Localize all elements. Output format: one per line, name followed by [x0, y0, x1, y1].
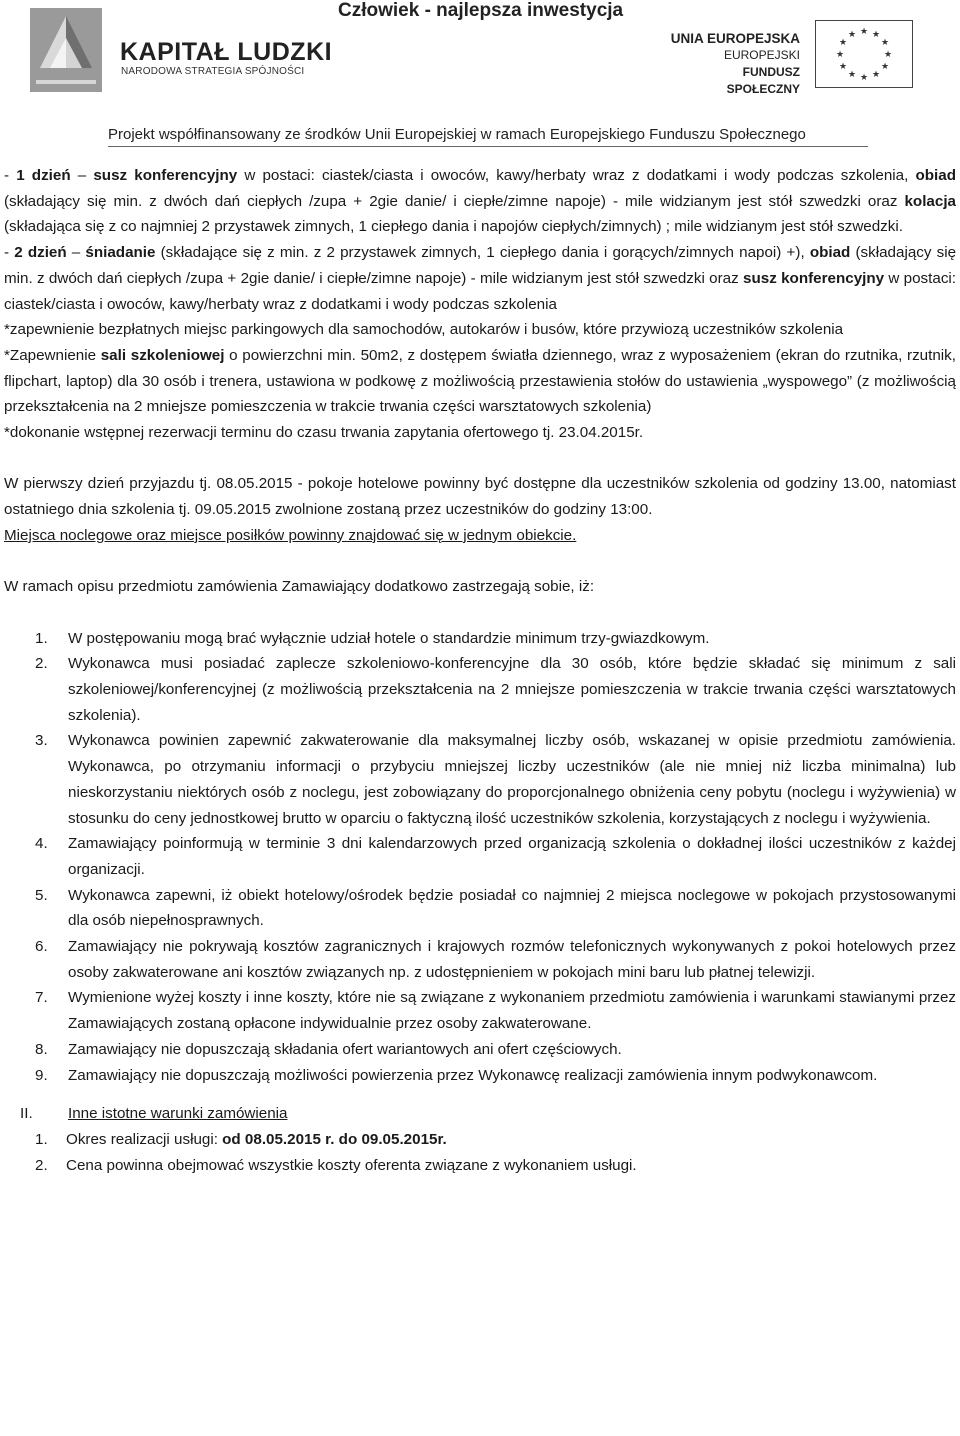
eu-label-line2: EUROPEJSKI — [723, 48, 800, 62]
kapital-ludzki-logo — [30, 8, 102, 92]
list-item: 2. Wykonawca musi posiadać zaplecze szkoleniowo-konferencyjne dla 30 osób, które będzie składać się minimum z sali szkoleniowej/konferencyjnej (z możliwością przekształcenia na 2 mniejsze pomieszczenia w trakcie trwania części warsztatowych szkolenia). — [35, 655, 956, 724]
spacer — [0, 549, 960, 575]
reservation-intro: W ramach opisu przedmiotu zamówienia Zamawiający dodatkowo zastrzegają sobie, iż: — [4, 578, 595, 596]
svg-text:★: ★ — [859, 73, 869, 83]
slogan: Człowiek - najlepsza inwestycja — [338, 0, 624, 21]
reservation-requirement: *dokonanie wstępnej rezerwacji terminu do czasu trwania zapytania ofertowego tj. 23.04.2015r. — [4, 424, 644, 442]
eu-flag-logo — [815, 20, 913, 88]
same-building-note: Miejsca noclegowe oraz miejsce posiłków powinny znajdować się w jednym obiekcie. — [4, 526, 577, 544]
svg-text:★: ★ — [880, 38, 890, 48]
list-item: 8. Zamawiający nie dopuszczają składania ofert wariantowych ani ofert częściowych. — [35, 1040, 622, 1058]
kapital-ludzki-subtitle: NARODOWA STRATEGIA SPÓJNOŚCI — [121, 66, 305, 77]
svg-text:★: ★ — [859, 27, 869, 37]
list-item: 6. Zamawiający nie pokrywają kosztów zagranicznych i krajowych rozmów telefonicznych wykonywanych z pokoi hotelowych przez osoby zakwaterowane ani kosztów związanych np. z udostępnieniem w pokojach mini baru lub płatnej telewizji. — [35, 938, 956, 981]
section-heading: II. Inne istotne warunki zamówienia — [20, 1105, 288, 1123]
list-item: 4. Zamawiający poinformują w terminie 3 dni kalendarzowych przed organizacją szkolenia o dokładnej ilości uczestników z każdej organizacji. — [35, 835, 956, 878]
list-item: 1. Okres realizacji usługi: od 08.05.2015 r. do 09.05.2015r. — [35, 1130, 447, 1148]
spacer — [0, 600, 960, 626]
list-item: 7. Wymienione wyżej koszty i inne koszty, które nie są związane z wykonaniem przedmiotu zamówienia i warunkami stawianymi przez Zamawiających zostaną opłacone indywidualnie przez osoby zakwaterowane. — [35, 989, 956, 1033]
eu-label — [668, 30, 800, 98]
day2-catering: - 2 dzień – śniadanie (składające się z min. z 2 przystawek zimnych, 1 ciepłego dania i gorących/zimnych napoi) +), obiad (składający się min. z dwóch dań ciepłych /zupa + 2gie danie/ i ciepłe/zimne napoje) - mile widzianym jest stół szwedzki oraz susz konferencyjny w postaci: ciastek/ciasta i owoców, kawy/herbaty wraz z dodatkami i wody podczas szkolenia — [4, 244, 957, 313]
document-body — [0, 163, 960, 1178]
day1-catering: - 1 dzień – susz konferencyjny w postaci: ciastek/ciasta i owoców, kawy/herbaty wraz z dodatkami i wody podczas szkolenia, obiad (składający się min. z dwóch dań ciepłych /zupa + 2gie danie/ i ciepłe/zimne napoje) - mile widzianym jest stół szwedzki oraz kolacja (składająca się z co najmniej 2 przystawek zimnych, 1 ciepłego dania i napojów ciepłych/zimnych) ; mile widzianym jest stół szwedzki. — [4, 167, 956, 236]
eu-label-line3: FUNDUSZ SPOŁECZNY — [726, 65, 800, 96]
svg-text:★: ★ — [835, 50, 845, 60]
header-divider — [108, 146, 868, 147]
spacer — [0, 1088, 960, 1101]
svg-text:★: ★ — [847, 30, 857, 40]
parking-requirement: *zapewnienie bezpłatnych miejsc parkingowych dla samochodów, autokarów i busów, które przywiozą uczestników szkolenia — [4, 321, 844, 339]
document-header — [0, 0, 960, 150]
svg-text:★: ★ — [838, 38, 848, 48]
eu-label-line1: UNIA EUROPEJSKA — [670, 31, 800, 46]
list-item: 5. Wykonawca zapewni, iż obiekt hotelowy/ośrodek będzie posiadał co najmniej 2 miejsca noclegowe w pokojach przystosowanymi dla osób niepełnosprawnych. — [35, 886, 956, 930]
list-item: 3. Wykonawca powinien zapewnić zakwaterowanie dla maksymalnej liczby osób, wskazanej w opisie przedmiotu zamówienia. Wykonawca, po otrzymaniu informacji o przybyciu mniejszej liczby uczestników (ale nie mniej niż liczba minimalna) lub nieskorzystaniu niektórych osób z noclegu, jest zobowiązany do proporcjonalnego obniżenia ceny pobytu (noclegu i wyżywienia) w stosunku do ceny jednostkowej brutto w oparciu o faktyczną ilość uczestników szkolenia, korzystających z noclegu i wyżywienia. — [35, 732, 956, 827]
project-cofinancing-note: Projekt współfinansowany ze środków Unii Europejskiej w ramach Europejskiego Funduszu Społecznego — [108, 126, 806, 143]
svg-text:★: ★ — [883, 50, 893, 60]
svg-text:★: ★ — [871, 70, 881, 80]
svg-text:★: ★ — [871, 30, 881, 40]
svg-text:★: ★ — [880, 62, 890, 72]
spacer — [0, 446, 960, 472]
kapital-ludzki-title: KAPITAŁ LUDZKI — [120, 38, 333, 66]
arrival-departure-times: W pierwszy dzień przyjazdu tj. 08.05.2015 - pokoje hotelowe powinny być dostępne dla uczestników szkolenia od godziny 13.00, natomiast ostatniego dnia szkolenia tj. 09.05.2015 zwolnione zostaną przez uczestników do godziny 13:00. — [4, 475, 956, 519]
list-item: 2. Cena powinna obejmować wszystkie koszty oferenta związane z wykonaniem usługi. — [35, 1156, 637, 1174]
svg-text:★: ★ — [847, 70, 857, 80]
conditions-list — [0, 626, 960, 1089]
list-item: 9. Zamawiający nie dopuszczają możliwości powierzenia przez Wykonawcę realizacji zamówienia innym podwykonawcom. — [35, 1066, 878, 1084]
list-item: 1. W postępowaniu mogą brać wyłącznie udział hotele o standardzie minimum trzy-gwiazdkowym. — [35, 629, 710, 647]
svg-text:★: ★ — [838, 62, 848, 72]
training-room-requirement: *Zapewnienie sali szkoleniowej o powierzchni min. 50m2, z dostępem światła dziennego, wraz z wyposażeniem (ekran do rzutnika, rzutnik, flipchart, laptop) dla 30 osób i trenera, ustawiona w podkowę z możliwością przestawienia stołów do ustawienia „wyspowego” (z możliwością przekształcenia na 2 mniejsze pomieszczenia w trakcie trwania części warsztatowych szkolenia) — [4, 346, 956, 416]
